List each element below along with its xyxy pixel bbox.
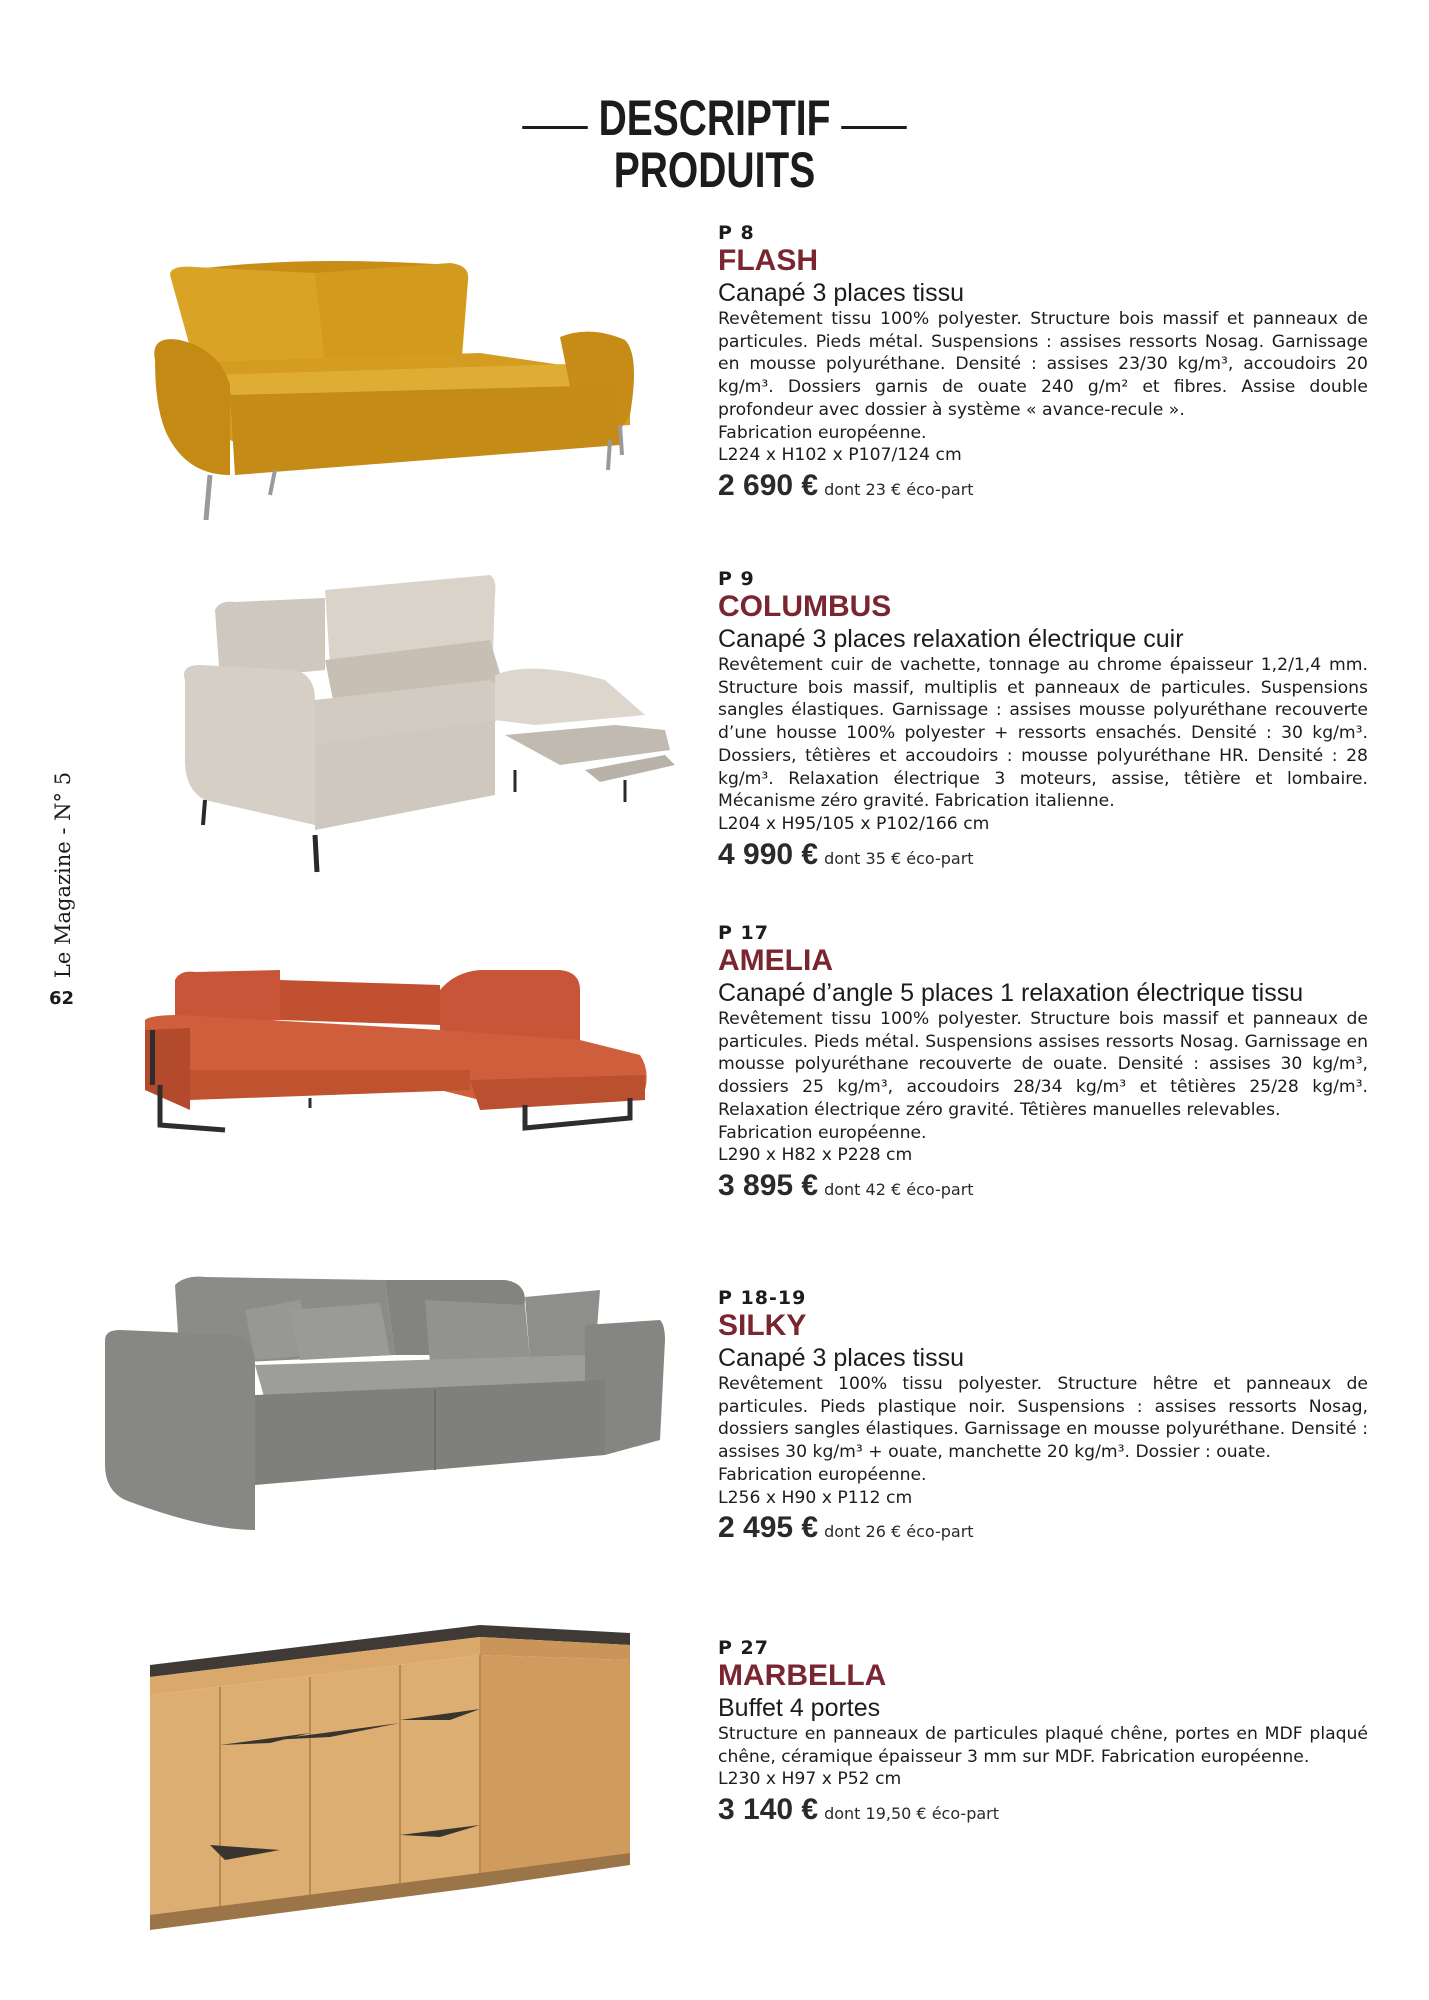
product-ref: P 9 bbox=[718, 568, 755, 590]
dimensions-text: L204 x H95/105 x P102/166 cm bbox=[718, 813, 990, 834]
origin-text: Fabrication européenne. bbox=[718, 1122, 927, 1143]
product-ref: P 27 bbox=[718, 1637, 769, 1659]
product-silky bbox=[718, 1287, 1368, 1545]
price-row bbox=[718, 1169, 1368, 1203]
dimensions-text: L290 x H82 x P228 cm bbox=[718, 1145, 913, 1166]
description-text: Revêtement 100% tissu polyester. Structure hêtre et panneaux de particules. Pieds plastique noir. Suspensions : assises ressorts Nosag, dossiers sangles élastiques. Garnissage en mousse polyuréthane. Densité : assises 30 kg/m³ + ouate, manchette 20 kg/m³. Dossier : ouate. bbox=[718, 1374, 1368, 1463]
product-image-marbella bbox=[150, 1625, 640, 1930]
dimensions-text: L230 x H97 x P52 cm bbox=[718, 1769, 902, 1790]
description-text: Revêtement cuir de vachette, tonnage au chrome épaisseur 1,2/1,4 mm. Structure bois massif, multiplis et panneaux de particules. Suspensions sangles élastiques. Garnissage : assises mousse polyuréthane recouverte d’une housse 100% polyester + ressorts ensachés. Densité : 30 kg/m³. Dossiers, têtières et accoudoirs : mousse polyuréthane HR. Densité : 28 kg/m³. Relaxation électrique 3 moteurs, assise, têtière et lombaire. Mécanisme zéro gravité. Fabrication italienne. bbox=[718, 655, 1368, 812]
eco-part: dont 42 € éco-part bbox=[824, 1179, 974, 1199]
product-image-silky bbox=[105, 1275, 665, 1540]
product-columbus bbox=[718, 568, 1368, 872]
product-description bbox=[718, 1723, 1368, 1791]
product-name: SILKY bbox=[718, 1309, 807, 1342]
product-description bbox=[718, 654, 1368, 836]
price: 4 990 € bbox=[718, 837, 819, 871]
yellow-sofa-illustration bbox=[154, 261, 634, 520]
beige-leather-recliner-illustration bbox=[184, 575, 675, 872]
product-subtitle: Canapé 3 places tissu bbox=[718, 279, 964, 307]
description-text: Revêtement tissu 100% polyester. Structure bois massif et panneaux de particules. Pieds métal. Suspensions : assises ressorts Nosag. Garnissage en mousse polyuréthane. Densité : assises 23/30 kg/m³, accoudoirs 20 kg/m³. Dossiers garnis de ouate 240 g/m² et fibres. Assise double profondeur avec dossier à système « avance-recule ». bbox=[718, 309, 1368, 420]
price: 3 895 € bbox=[718, 1168, 819, 1202]
title-rule-right bbox=[841, 126, 907, 129]
product-subtitle: Canapé 3 places tissu bbox=[718, 1344, 964, 1372]
product-description bbox=[718, 308, 1368, 467]
product-subtitle: Canapé d’angle 5 places 1 relaxation électrique tissu bbox=[718, 979, 1304, 1007]
price-row bbox=[718, 1511, 1368, 1545]
grey-sofa-illustration bbox=[105, 1277, 665, 1530]
product-flash bbox=[718, 222, 1368, 503]
title-rule-left bbox=[522, 126, 588, 129]
magazine-name: Le Magazine - N° 5 bbox=[51, 771, 75, 979]
product-name: MARBELLA bbox=[718, 1659, 887, 1692]
price: 2 495 € bbox=[718, 1511, 819, 1545]
magazine-side-label bbox=[44, 760, 74, 1000]
product-name: AMELIA bbox=[718, 944, 833, 977]
price-row bbox=[718, 469, 1368, 503]
product-name: FLASH bbox=[718, 244, 818, 277]
origin-text: Fabrication européenne. bbox=[718, 1464, 927, 1485]
dimensions-text: L224 x H102 x P107/124 cm bbox=[718, 445, 962, 466]
product-image-columbus bbox=[175, 570, 675, 880]
title-line-2: PRODUITS bbox=[613, 142, 816, 198]
oak-sideboard-illustration bbox=[150, 1625, 630, 1930]
dimensions-text: L256 x H90 x P112 cm bbox=[718, 1487, 913, 1508]
product-ref: P 17 bbox=[718, 922, 769, 944]
price: 2 690 € bbox=[718, 468, 819, 502]
product-description bbox=[718, 1373, 1368, 1509]
page-number: 62 bbox=[49, 988, 75, 1009]
product-image-flash bbox=[150, 245, 650, 545]
description-text: Revêtement tissu 100% polyester. Structure bois massif et panneaux de particules. Pieds métal. Suspensions assises ressorts Nosag. Garnissage en mousse polyuréthane recouverte de ouate. Densité : assises 30 kg/m³, dossiers 25 kg/m³, accoudoirs 28/34 kg/m³ et têtières 25/28 kg/m³. Relaxation électrique zéro gravité. Têtières manuelles relevables. bbox=[718, 1009, 1368, 1120]
page-header bbox=[0, 92, 1429, 196]
eco-part: dont 26 € éco-part bbox=[824, 1522, 974, 1542]
product-description bbox=[718, 1008, 1368, 1167]
eco-part: dont 23 € éco-part bbox=[824, 479, 974, 499]
orange-corner-sofa-illustration bbox=[145, 970, 647, 1130]
description-text: Structure en panneaux de particules plaqué chêne, portes en MDF plaqué chêne, céramique épaisseur 3 mm sur MDF. Fabrication européenne. bbox=[718, 1724, 1368, 1767]
product-amelia bbox=[718, 922, 1368, 1203]
product-ref: P 18-19 bbox=[718, 1287, 807, 1309]
page-title bbox=[157, 92, 1272, 144]
product-name: COLUMBUS bbox=[718, 590, 892, 623]
origin-text: Fabrication européenne. bbox=[718, 422, 927, 443]
product-image-amelia bbox=[140, 960, 650, 1145]
title-line-1: DESCRIPTIF bbox=[598, 90, 831, 146]
product-ref: P 8 bbox=[718, 222, 755, 244]
price-row bbox=[718, 838, 1368, 872]
product-subtitle: Buffet 4 portes bbox=[718, 1694, 881, 1722]
eco-part: dont 19,50 € éco-part bbox=[824, 1804, 1000, 1824]
eco-part: dont 35 € éco-part bbox=[824, 848, 974, 868]
product-marbella bbox=[718, 1637, 1368, 1827]
price: 3 140 € bbox=[718, 1793, 819, 1827]
product-subtitle: Canapé 3 places relaxation électrique cuir bbox=[718, 625, 1184, 653]
price-row bbox=[718, 1793, 1368, 1827]
